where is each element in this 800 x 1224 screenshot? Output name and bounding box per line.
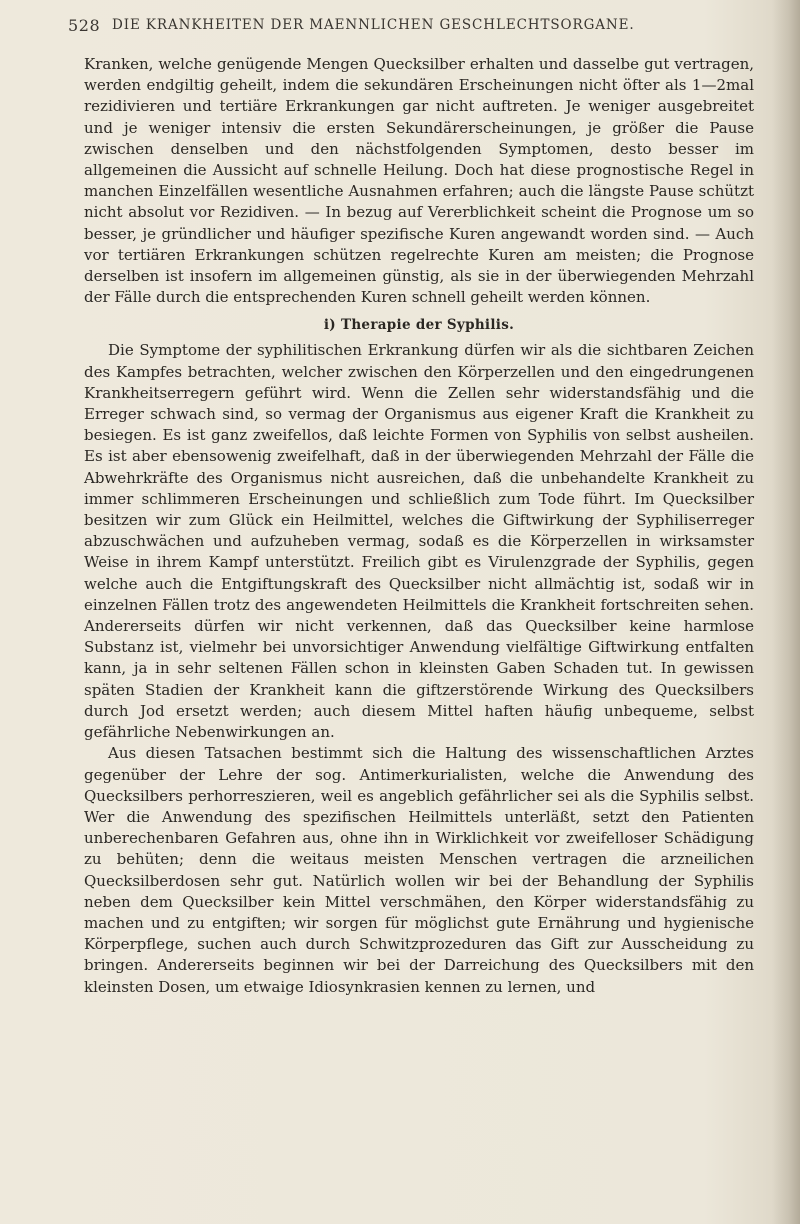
page-edge-shadow — [772, 0, 800, 1224]
page-header — [40, 14, 740, 44]
section-heading: i) Therapie der Syphilis. — [323, 317, 515, 334]
body-text — [84, 54, 754, 998]
running-head: DIE KRANKHEITEN DER MAENNLICHEN GESCHLECHTSORGANE. — [112, 17, 635, 33]
page-number: 528 — [68, 16, 101, 35]
paragraph-therapy-1: Die Symptome der syphilitischen Erkrankung dürfen wir als die sichtbaren Zeichen des Kampfes betrachten, welcher zwischen den Körperzellen und den eingedrungenen Krankheitserregern geführt wird. Wenn die Zellen sehr widerstandsfähig und die Erreger schwach sind, so vermag der Organismus aus eigener Kraft die Krankheit zu besiegen. Es ist ganz zweifellos, daß leichte Formen von Syphilis von selbst ausheilen. Es ist aber ebensowenig zweifelhaft, daß in der überwiegenden Mehrzahl der Fälle die Abwehrkräfte des Organismus nicht ausreichen, daß die unbehandelte Krankheit zu immer schlimmeren Erscheinungen und schließlich zum Tode führt. Im Quecksilber besitzen wir zum Glück ein Heilmittel, welches die Giftwirkung der Syphiliserreger abzuschwächen und aufzuheben vermag, sodaß es die Körperzellen in wirksamster Weise in ihrem Kampf unterstützt. Freilich gibt es Virulenzgrade der Syphilis, gegen welche auch die Entgiftungskraft des Quecksilber nicht allmächtig ist, sodaß wir in einzelnen Fällen trotz des angewendeten Heilmittels die Krankheit fortschreiten sehen. Andererseits dürfen wir nicht verkennen, daß das Quecksilber keine harmlose Substanz ist, vielmehr bei unvorsichtiger Anwendung vielfältige Giftwirkung entfalten kann, ja in sehr seltenen Fällen schon in kleinsten Gaben Schaden tut. In gewissen späten Stadien der Krankheit kann die giftzerstörende Wirkung des Quecksilbers durch Jod ersetzt werden; auch diesem Mittel haften häufig unbequeme, selbst gefährliche Nebenwirkungen an. — [84, 341, 754, 742]
paragraph-therapy-2: Aus diesen Tatsachen bestimmt sich die Haltung des wissenschaftlichen Arztes gegenüber der Lehre der sog. Antimerkurialisten, welche die Anwendung des Quecksilbers perhorreszieren, weil es angeblich gefährlicher sei als die Syphilis selbst. Wer die Anwendung des spezifischen Heilmittels unterläßt, setzt den Patienten unberechenbaren Gefahren aus, ohne ihn in Wirklichkeit vor zweifelloser Schädigung zu behüten; denn die weitaus meisten Menschen vertragen die arzneilichen Quecksilberdosen sehr gut. Natürlich wollen wir bei der Behandlung der Syphilis neben dem Quecksilber kein Mittel verschmähen, den Körper widerstandsfähig zu machen und zu entgiften; wir sorgen für möglichst gute Ernährung und hygienische Körperpflege, suchen auch durch Schwitzprozeduren das Gift zur Ausscheidung zu bringen. Andererseits beginnen wir bei der Darreichung des Quecksilbers mit den kleinsten Dosen, um etwaige Idiosynkrasien kennen zu lernen, und — [84, 744, 754, 996]
paragraph-intro: Kranken, welche genügende Mengen Quecksilber erhalten und dasselbe gut vertragen, werden endgiltig geheilt, indem die sekundären Erscheinungen nicht öfter als 1—2mal rezidivieren und tertiäre Erkrankungen gar nicht auftreten. Je weniger ausgebreitet und je weniger intensiv die ersten Sekundärerscheinungen, je größer die Pause zwischen denselben und den nächstfolgenden Symptomen, desto besser im allgemeinen die Aussicht auf schnelle Heilung. Doch hat diese prognostische Regel in manchen Einzelfällen wesentliche Ausnahmen erfahren; auch die längste Pause schützt nicht absolut vor Rezidiven. — In bezug auf Vererblichkeit scheint die Prognose um so besser, je gründlicher und häufiger spezifische Kuren angewandt worden sind. — Auch vor tertiären Erkrankungen schützen regelrechte Kuren am meisten; die Prognose derselben ist insofern im allgemeinen günstig, als sie in der überwiegenden Mehrzahl der Fälle durch die entsprechenden Kuren schnell geheilt werden können. — [84, 55, 754, 307]
